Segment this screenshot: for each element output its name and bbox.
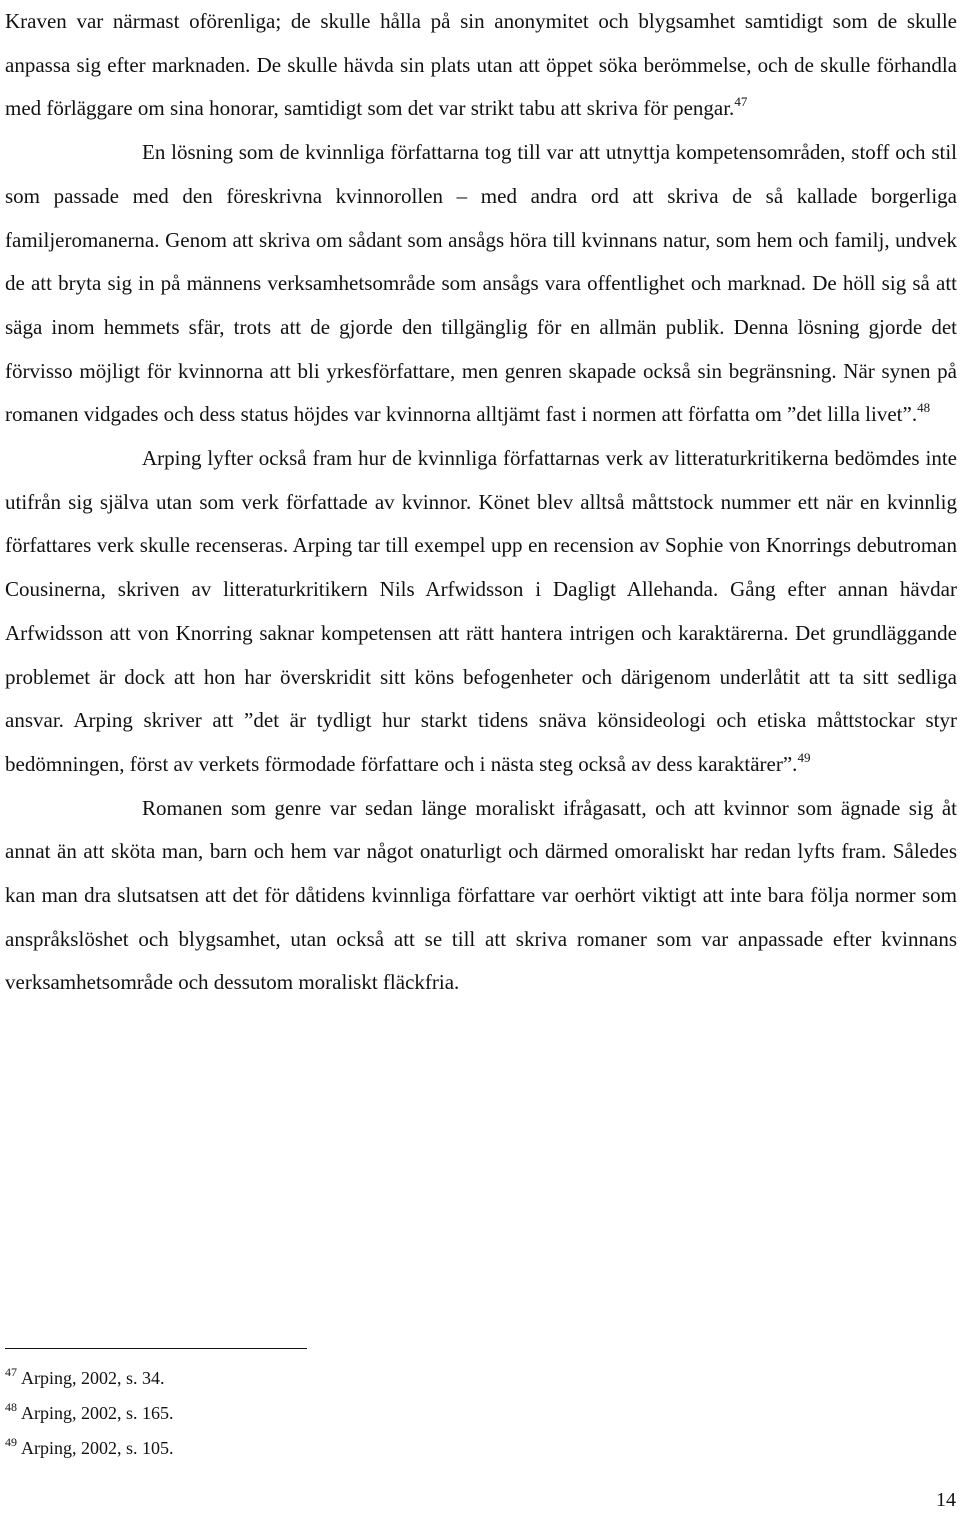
footnote-reference[interactable]: 48: [917, 400, 931, 416]
paragraph-2: [5, 131, 957, 437]
paragraph-text: Kraven var närmast oförenliga; de skulle hålla på sin anonymitet och blygsamhet samtidigt som de skulle anpassa sig efter marknaden. De skulle hävda sin plats utan att öppet söka berömmelse, och de skulle förhandla med förläggare om sina honorar, samtidigt som det var strikt tabu att skriva för pengar.: [5, 9, 957, 121]
footnote-number: 48: [5, 1400, 17, 1414]
paragraph-text: Arping lyfter också fram hur de kvinnliga författarnas verk av litteraturkritikerna bedömdes inte utifrån sig själva utan som verk författade av kvinnor. Könet blev alltså måttstock nummer ett när en kvinnlig författares verk skulle recenseras. Arping tar till exempel upp en recension av Sophie von Knorrings debutroman Cousinerna, skriven av litteraturkritikern Nils Arfwidsson i Dagligt Allehanda. Gång efter annan hävdar Arfwidsson att von Knorring saknar kompetensen att rätt hantera intrigen och karaktärerna. Det grundläggande problemet är dock att hon har överskridit sitt köns befogenheter och därigenom underlåtit att ta sitt sedliga ansvar. Arping skriver att ”det är tydligt hur starkt tidens snäva könsideologi och etiska måttstockar styr bedömningen, först av verkets förmodade författare och i nästa steg också av dess karaktärer”.: [5, 446, 957, 776]
page-number: 14: [936, 1489, 956, 1511]
footnote-49: [5, 1431, 505, 1466]
paragraph-4: [5, 787, 957, 1006]
paragraph-text: En lösning som de kvinnliga författarna tog till var att utnyttja kompetensområden, stoff och stil som passade med den föreskrivna kvinnorollen – med andra ord att skriva de så kallade borgerliga familjeromanerna. Genom att skriva om sådant som ansågs höra till kvinnans natur, som hem och familj, undvek de att bryta sig in på männens verksamhetsområde som ansågs vara offentlighet och marknad. De höll sig så att säga inom hemmets sfär, trots att de gjorde den tillgänglig för en allmän publik. Denna lösning gjorde det förvisso möjligt för kvinnorna att bli yrkesförfattare, men genren skapade också sin begränsning. När synen på romanen vidgades och dess status höjdes var kvinnorna alltjämt fast i normen att författa om ”det lilla livet”.: [5, 140, 957, 427]
footnote-48: [5, 1396, 505, 1431]
footnotes: [5, 1361, 505, 1466]
footnote-divider: [5, 1348, 307, 1349]
footnote-reference[interactable]: 49: [797, 749, 811, 765]
paragraph-3: [5, 437, 957, 787]
footnote-reference[interactable]: 47: [734, 94, 748, 110]
footnote-number: 47: [5, 1365, 17, 1379]
footnote-47: [5, 1361, 505, 1396]
footnote-text: Arping, 2002, s. 105.: [21, 1438, 174, 1458]
footnote-text: Arping, 2002, s. 34.: [21, 1368, 165, 1388]
body-text: [5, 0, 957, 1005]
paragraph-text: Romanen som genre var sedan länge moraliskt ifrågasatt, och att kvinnor som ägnade sig åt annat än att sköta man, barn och hem var något onaturligt och därmed omoraliskt har redan lyfts fram. Således kan man dra slutsatsen att det för dåtidens kvinnliga författare var oerhört viktigt att inte bara följa normer som anspråkslöshet och blygsamhet, utan också att se till att skriva romaner som var anpassade efter kvinnans verksamhetsområde och dessutom moraliskt fläckfria.: [5, 795, 957, 995]
footnote-number: 49: [5, 1435, 17, 1449]
paragraph-1: [5, 0, 957, 131]
footnote-text: Arping, 2002, s. 165.: [21, 1403, 174, 1423]
